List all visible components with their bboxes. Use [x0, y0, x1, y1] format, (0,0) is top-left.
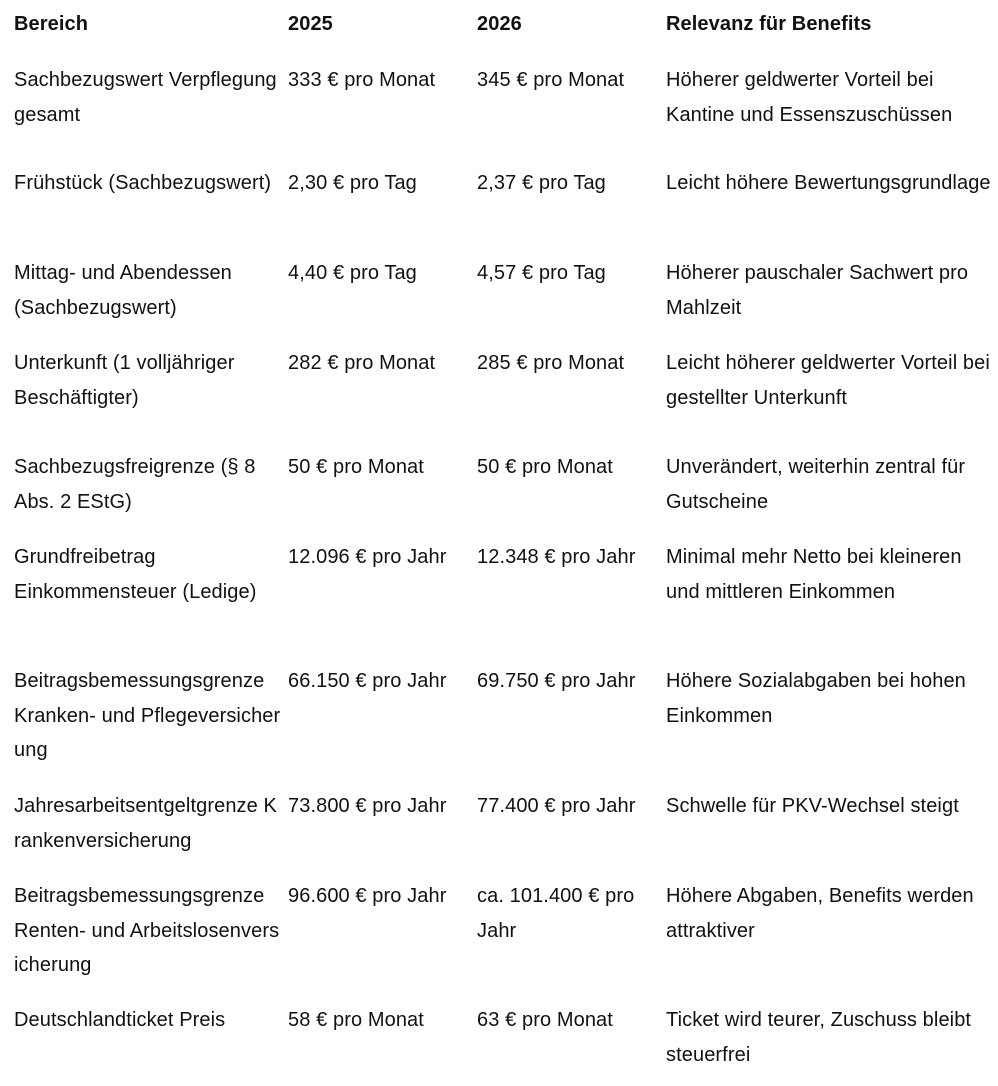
header-2026: 2026	[477, 13, 522, 35]
cell-bereich: Beitragsbemessungsgrenze Renten- und Arbeitslosenversicherung	[14, 885, 280, 976]
cell-bereich: Sachbezugswert Verpflegung gesamt	[14, 69, 277, 126]
cell-bereich: Beitragsbemessungsgrenze Kranken- und Pflegeversicherung	[14, 670, 281, 761]
cell-2026: 63 € pro Monat	[477, 1009, 613, 1031]
cell-bereich: Deutschlandticket Preis	[14, 1009, 226, 1031]
cell-2025: 333 € pro Monat	[288, 69, 436, 91]
cell-bereich: Jahresarbeitsentgeltgrenze Krankenversicherung	[14, 795, 277, 852]
header-relevanz: Relevanz für Benefits	[666, 13, 872, 35]
cell-2025: 4,40 € pro Tag	[288, 262, 417, 284]
cell-relevanz: Leicht höherer geldwerter Vorteil bei gestellter Unterkunft	[666, 352, 990, 409]
cell-relevanz: Höhere Sozialabgaben bei hohen Einkommen	[666, 670, 966, 727]
cell-relevanz: Schwelle für PKV-Wechsel steigt	[666, 795, 959, 817]
cell-2026: 50 € pro Monat	[477, 456, 613, 478]
cell-2025: 2,30 € pro Tag	[288, 172, 417, 194]
cell-relevanz: Ticket wird teurer, Zuschuss bleibt steuerfrei	[666, 1009, 972, 1066]
cell-relevanz: Unverändert, weiterhin zentral für Gutscheine	[666, 456, 966, 513]
header-2025: 2025	[288, 13, 333, 35]
cell-2026: ca. 101.400 € pro Jahr	[477, 885, 635, 942]
cell-relevanz: Leicht höhere Bewertungsgrundlage	[666, 172, 991, 194]
cell-2025: 96.600 € pro Jahr	[288, 885, 447, 907]
cell-2025: 73.800 € pro Jahr	[288, 795, 447, 817]
cell-2025: 66.150 € pro Jahr	[288, 670, 447, 692]
cell-2025: 50 € pro Monat	[288, 456, 424, 478]
cell-2026: 69.750 € pro Jahr	[477, 670, 636, 692]
cell-2026: 285 € pro Monat	[477, 352, 625, 374]
cell-2025: 12.096 € pro Jahr	[288, 546, 447, 568]
cell-relevanz: Höherer geldwerter Vorteil bei Kantine und Essenszuschüssen	[666, 69, 953, 126]
cell-2026: 12.348 € pro Jahr	[477, 546, 636, 568]
cell-2026: 345 € pro Monat	[477, 69, 625, 91]
cell-2026: 2,37 € pro Tag	[477, 172, 606, 194]
cell-2026: 77.400 € pro Jahr	[477, 795, 636, 817]
cell-bereich: Grundfreibetrag Einkommensteuer (Ledige)	[14, 546, 257, 603]
cell-bereich: Frühstück (Sachbezugswert)	[14, 172, 272, 194]
cell-2026: 4,57 € pro Tag	[477, 262, 606, 284]
cell-2025: 58 € pro Monat	[288, 1009, 424, 1031]
cell-bereich: Sachbezugsfreigrenze (§ 8 Abs. 2 EStG)	[14, 456, 256, 513]
cell-2025: 282 € pro Monat	[288, 352, 436, 374]
cell-relevanz: Höhere Abgaben, Benefits werden attraktiver	[666, 885, 974, 942]
cell-bereich: Unterkunft (1 volljähriger Beschäftigter)	[14, 352, 235, 409]
cell-relevanz: Minimal mehr Netto bei kleineren und mittleren Einkommen	[666, 546, 962, 603]
header-bereich: Bereich	[14, 13, 89, 35]
cell-bereich: Mittag- und Abendessen (Sachbezugswert)	[14, 262, 232, 319]
cell-relevanz: Höherer pauschaler Sachwert pro Mahlzeit	[666, 262, 969, 319]
